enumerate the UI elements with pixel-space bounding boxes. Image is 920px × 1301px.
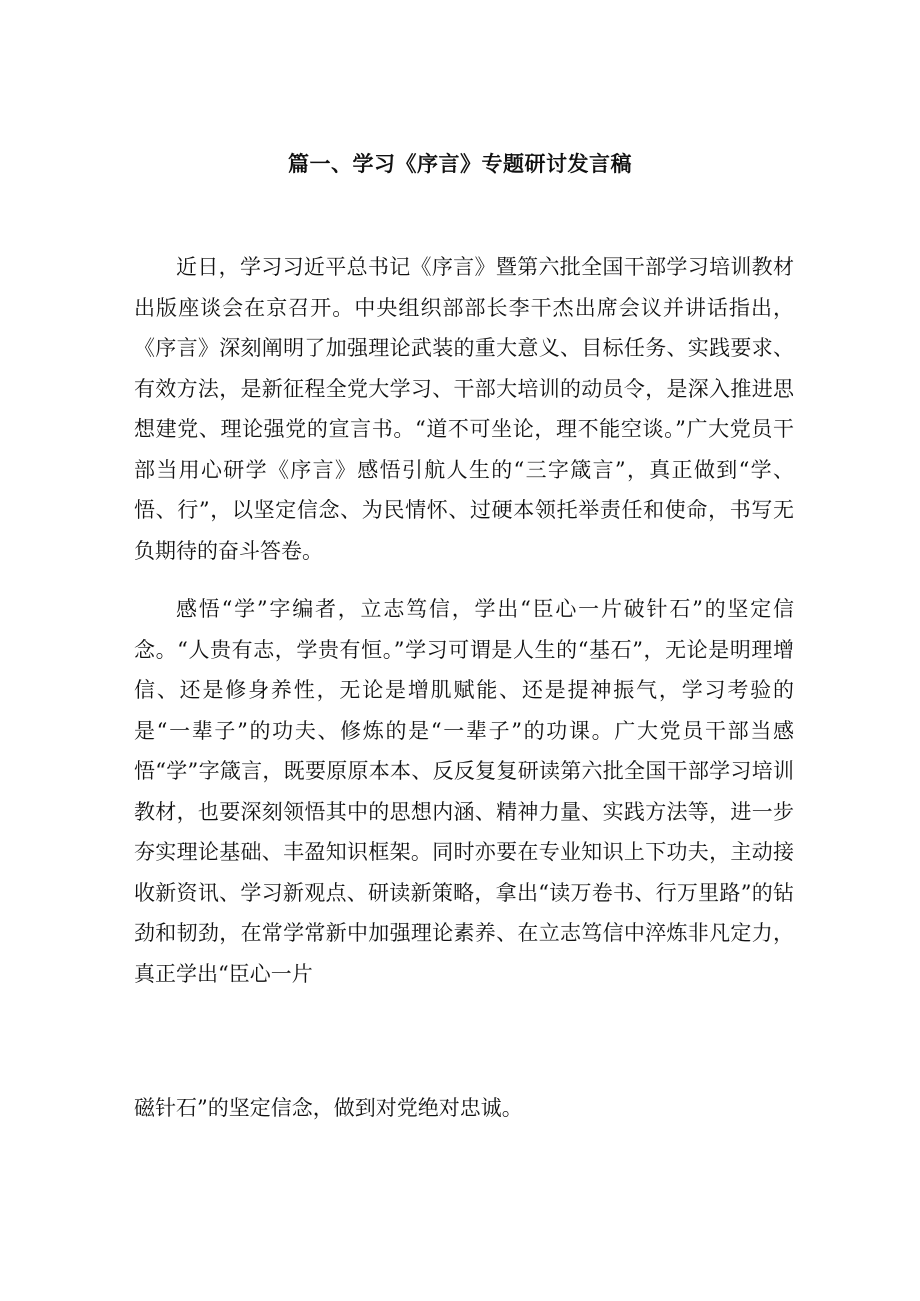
- paragraph-3: 磁针石”的坚定信念，做到对党绝对忠诚。: [134, 1096, 523, 1120]
- paragraph-2: 感悟“学”字编者，立志笃信，学出“臣心一片破针石”的坚定信念。“人贵有志，学贵有恒。”学习可谓是人生的“基石”，无论是明理增信、还是修身养性，无论是增肌赋能、还是提神振气，学习考验的是“一辈子”的功夫、修炼的是“一辈子”的功课。广大党员干部当感悟“学”字箴言，既要原原本本、反反复复研读第六批全国干部学习培训教材，也要深刻领悟其中的思想内涵、精神力量、实践方法等，进一步夯实理论基础、丰盈知识框架。同时亦要在专业知识上下功夫，主动接收新资讯、学习新观点、研读新策略，拿出“读万卷书、行万里路”的钻劲和韧劲，在常学常新中加强理论素养、在立志笃信中淬炼非凡定力，真正学出“臣心一片: [134, 597, 794, 986]
- paragraph-1: 近日，学习习近平总书记《序言》暨第六批全国干部学习培训教材出版座谈会在京召开。中央组织部部长李干杰出席会议并讲话指出，《序言》深刻阐明了加强理论武装的重大意义、目标任务、实践要求、有效方法，是新征程全党大学习、干部大培训的动员令，是深入推进思想建党、理论强党的宣言书。“道不可坐论，理不能空谈。”广大党员干部当用心研学《序言》感悟引航人生的“三字箴言”，真正做到“学、悟、行”，以坚定信念、为民情怀、过硬本领托举责任和使命，书写无负期待的奋斗答卷。: [134, 255, 794, 563]
- document-title: 篇一、学习《序言》专题研讨发言稿: [288, 151, 632, 176]
